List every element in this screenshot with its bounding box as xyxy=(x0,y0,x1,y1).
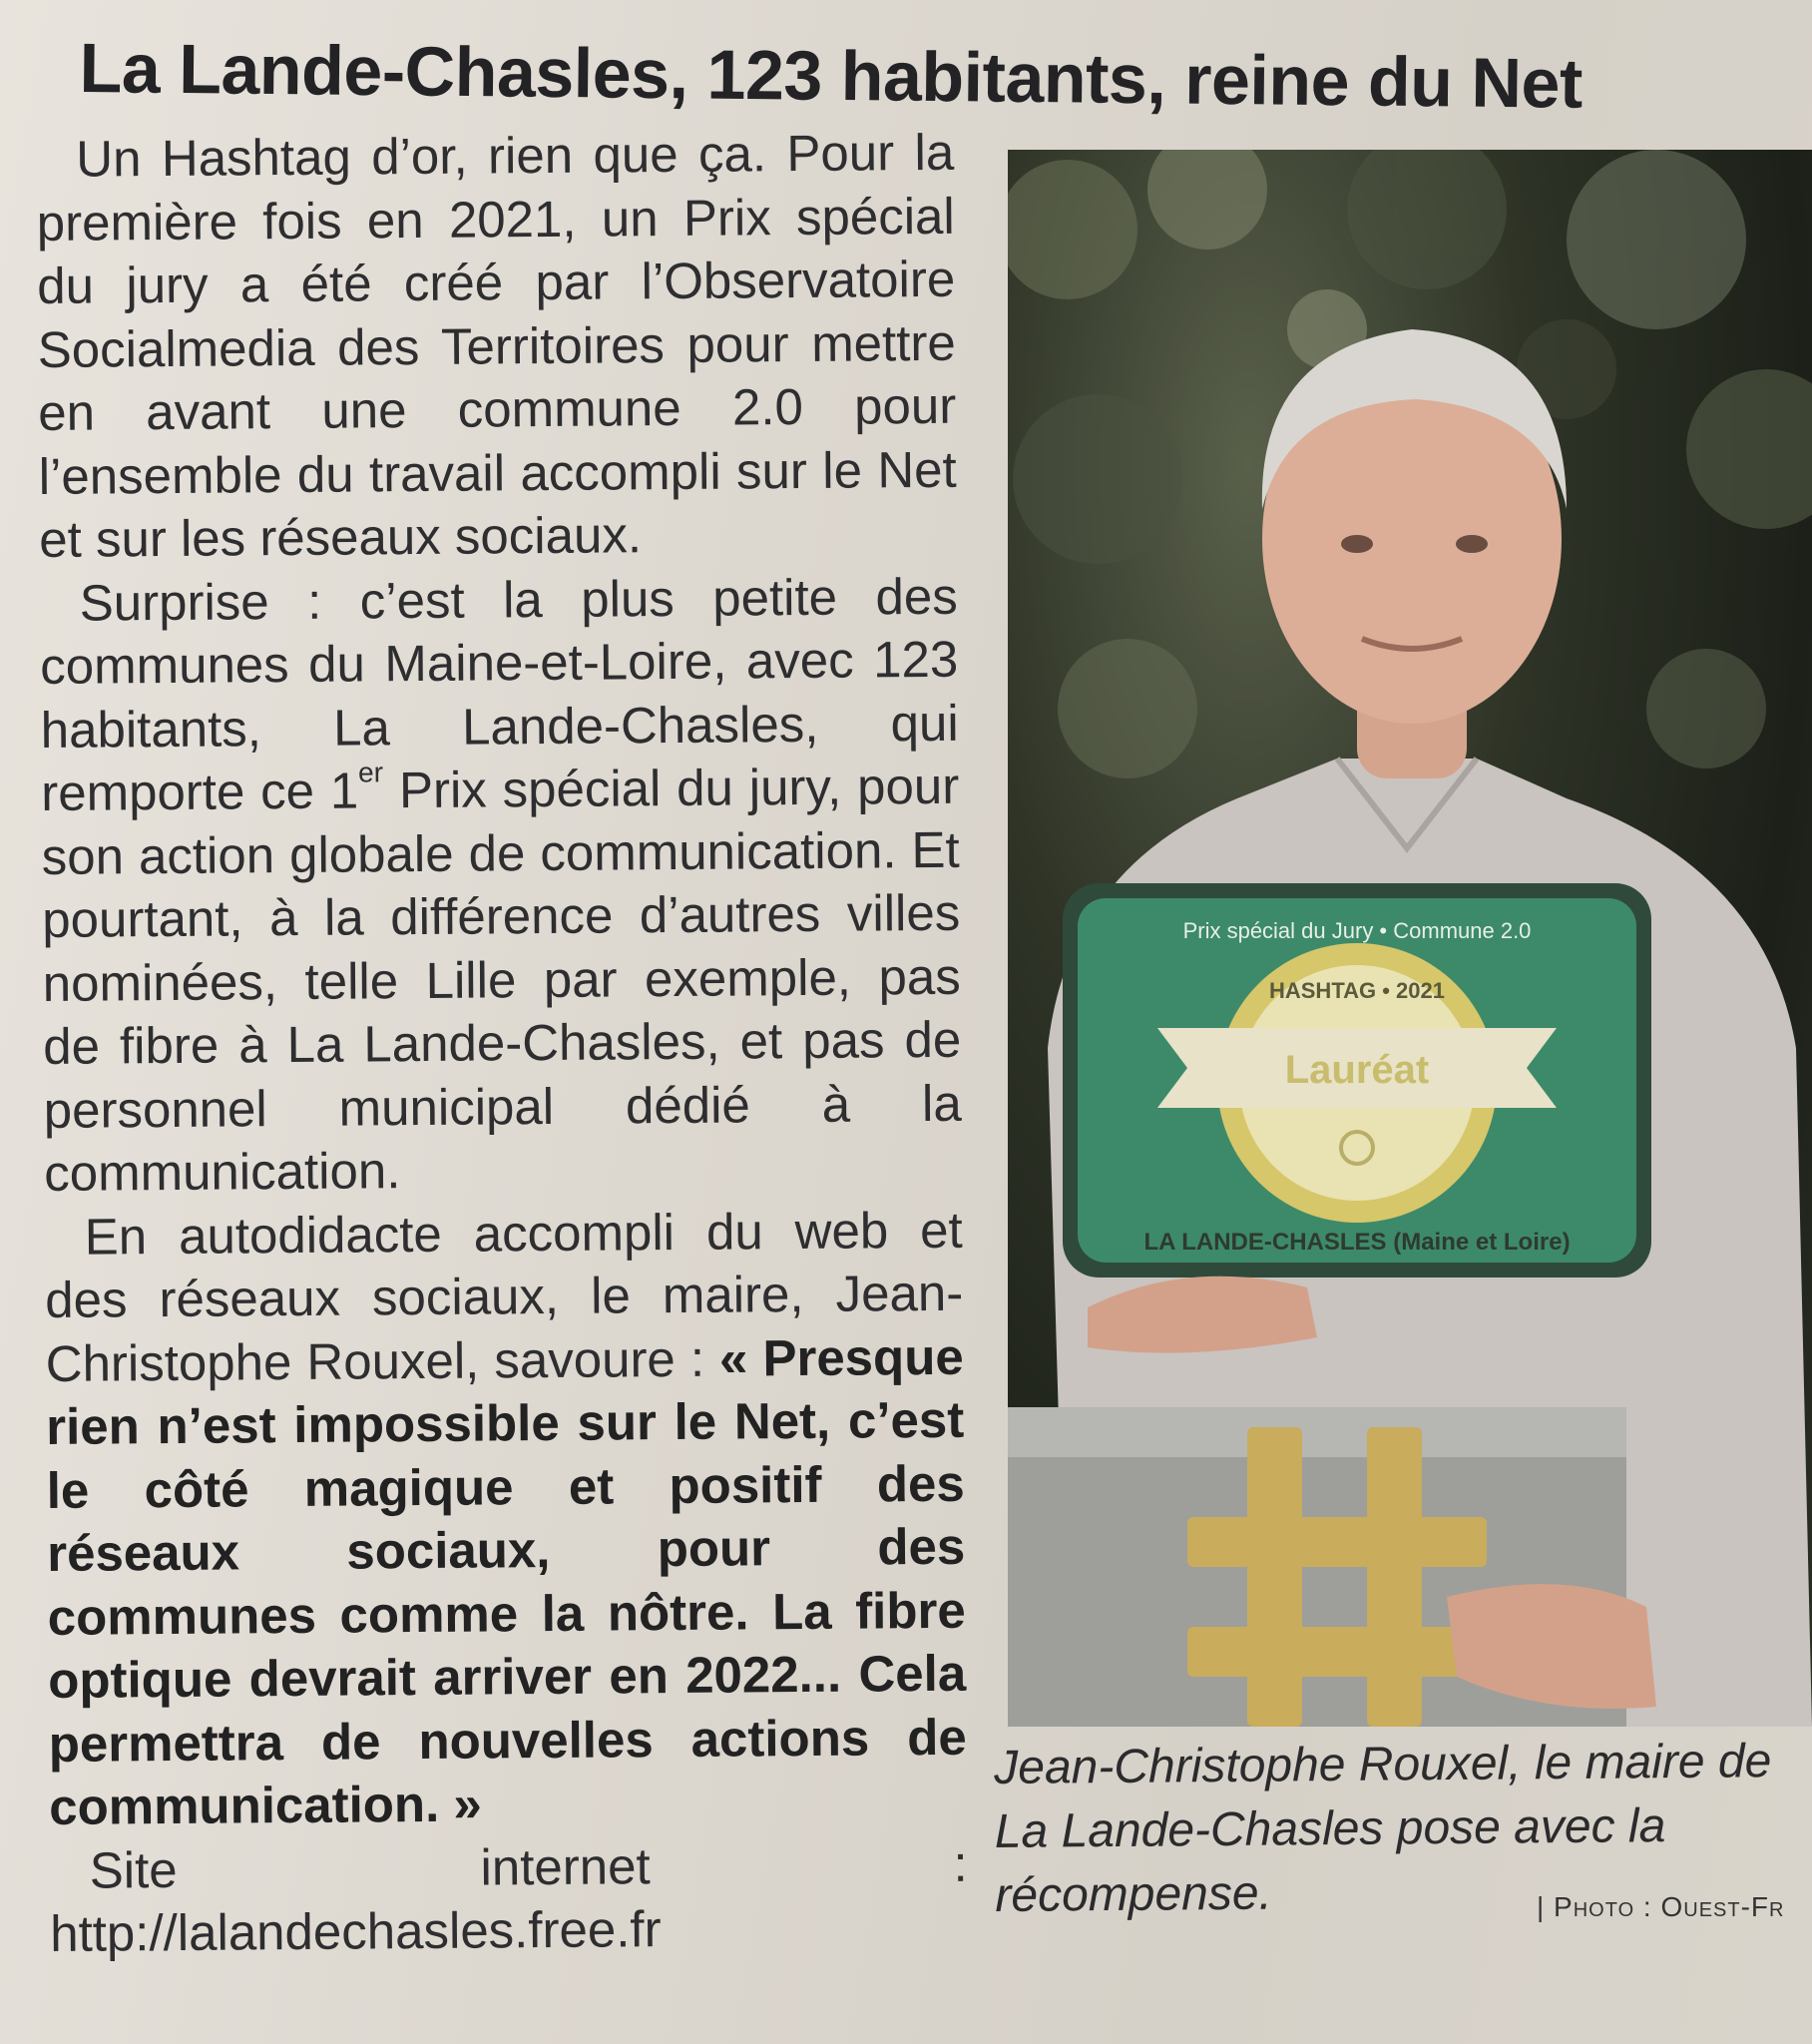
paragraph-2 xyxy=(39,564,962,1205)
plaque-ring-text: HASHTAG • 2021 xyxy=(1268,978,1446,1003)
paragraph-1: Un Hashtag d’or, rien que ça. Pour la première fois en 2021, un Prix spécial du jury a été créé par l’Observatoire Socialmedia des Territoires pour mettre en avant une commune 2.0 pour l’ensemble du travail accompli sur le Net et sur les réseaux sociaux. xyxy=(36,123,957,568)
article-headline: La Lande-Chasles, 123 habitants, reine du Net xyxy=(79,28,1584,123)
paragraph-2-part-a: Surprise : c’est la plus petite des communes du Maine-et-Loire, avec 123 habitants, La Lande-Chasles, qui remporte ce 1 xyxy=(40,567,959,821)
mayor-quote: « Presque rien n’est impossible sur le Net, c’est le côté magique et positif des réseaux sociaux, pour des communes comme la nôtre. La fibre optique devrait arriver en 2022... Cela permettra de nouvelles actions de communication. » xyxy=(45,1327,967,1835)
plaque-bottom-text: LA LANDE-CHASLES (Maine et Loire) xyxy=(1143,1229,1571,1256)
paragraph-2-part-b: Prix spécial du jury, pour son action globale de communication. Et pourtant, à la différence d’autres villes nominées, telle Lille par exemple, pas de fibre à La Lande-Chasles, et pas de personnel municipal dédié à la communication. xyxy=(41,757,962,1202)
plaque-ribbon-text: Lauréat xyxy=(1284,1048,1430,1092)
website-line: Site internet : http://lalandechasles.free.fr xyxy=(49,1834,968,1962)
mayor-photo xyxy=(1008,150,1812,1727)
plaque-top-text: Prix spécial du Jury • Commune 2.0 xyxy=(1182,918,1532,943)
ordinal-superscript: er xyxy=(357,757,384,788)
photo-caption: Jean-Christophe Rouxel, le maire de La Lande-Chasles pose avec la récompense. xyxy=(994,1735,1772,1922)
paragraph-3-intro: En autodidacte accompli du web et des réseaux sociaux, le maire, Jean-Christophe Rouxel, savoure : xyxy=(45,1201,964,1392)
photo-credit: | Photo : Ouest-Fr xyxy=(1537,1891,1785,1922)
award-plaque xyxy=(1063,883,1651,1278)
photo-illustration xyxy=(1008,150,1812,1727)
paragraph-3 xyxy=(44,1198,967,1838)
article-body xyxy=(36,121,968,1966)
